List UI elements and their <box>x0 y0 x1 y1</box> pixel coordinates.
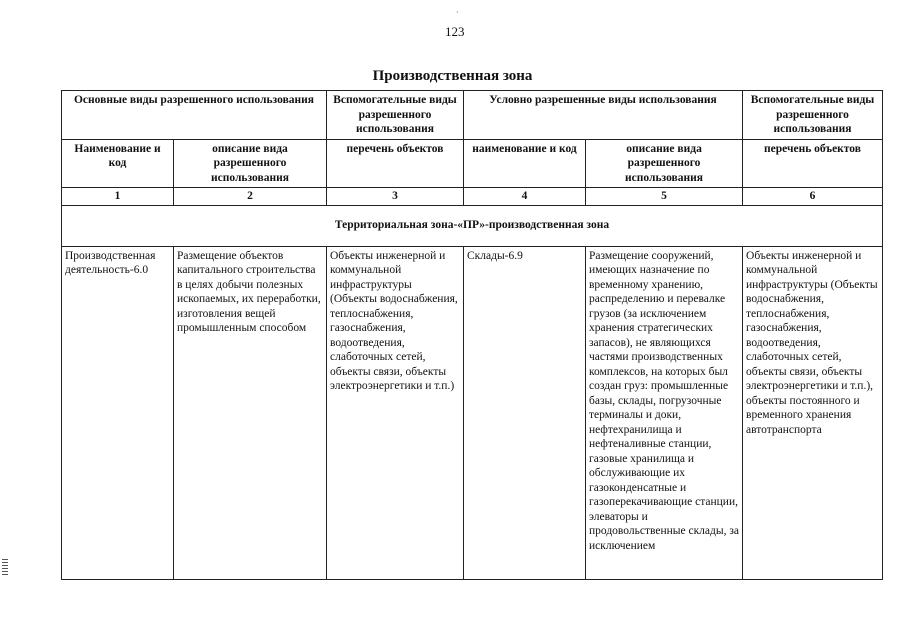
column-number: 6 <box>743 188 883 206</box>
header-auxiliary-types-2: Вспомогательные виды разрешенного использования <box>743 91 883 140</box>
column-number: 5 <box>586 188 743 206</box>
cell-conditional-name: Склады-6.9 <box>464 246 586 579</box>
column-number: 1 <box>62 188 174 206</box>
page-number: 123 <box>445 24 465 39</box>
cell-auxiliary-objects-2: Объекты инженерной и коммунальной инфраструктуры (Объекты водоснабжения, теплоснабжения, газоснабжения, водоотведения, слаботочных сетей, объекты связи, объекты электроэнергетики и т.п.), объекты постоянного и временного хранения автотранспорта <box>743 246 883 579</box>
header-description-1: описание вида разрешенного использования <box>174 139 327 188</box>
scan-edge-mark <box>2 559 8 575</box>
header-name-code-1: Наименование и код <box>62 139 174 188</box>
header-objects-list-2: перечень объектов <box>743 139 883 188</box>
header-objects-list-1: перечень объектов <box>327 139 464 188</box>
cell-auxiliary-objects-1: Объекты инженерной и коммунальной инфраструктуры (Объекты водоснабжения, теплоснабжения, газоснабжения, водоотведения, слаботочных сетей, объекты связи, объекты электроэнергетики и т.п.) <box>327 246 464 579</box>
column-number: 4 <box>464 188 586 206</box>
header-name-code-2: наименование и код <box>464 139 586 188</box>
zoning-table <box>61 90 883 580</box>
column-number-row <box>62 188 883 206</box>
header-auxiliary-types-1: Вспомогательные виды разрешенного использования <box>327 91 464 140</box>
cell-conditional-description: Размещение сооружений, имеющих назначение по временному хранению, распределению и перевалке грузов (за исключением хранения стратегических запасов), не являющихся частями производственных комплексов, на которых был создан груз: промышленные базы, склады, погрузочные терминалы и доки, нефтехранилища и нефтеналивные станции, газовые хранилища и обслуживающие их газоконденсатные и газоперекачивающие станции, элеваторы и продовольственные склады, за исключением <box>586 246 743 579</box>
header-conditional-types: Условно разрешенные виды использования <box>464 91 743 140</box>
header-row-main <box>62 91 883 140</box>
scan-speck: ` <box>456 10 459 20</box>
header-row-sub <box>62 139 883 188</box>
table-row <box>62 246 883 579</box>
page-title: Производственная зона <box>372 68 533 84</box>
zone-label: Территориальная зона-«ПР»-производственная зона <box>62 205 883 246</box>
header-main-types: Основные виды разрешенного использования <box>62 91 327 140</box>
cell-activity-description: Размещение объектов капитального строительства в целях добычи полезных ископаемых, их переработки, изготовления вещей промышленным способом <box>174 246 327 579</box>
header-description-2: описание вида разрешенного использования <box>586 139 743 188</box>
zone-row <box>62 205 883 246</box>
column-number: 3 <box>327 188 464 206</box>
column-number: 2 <box>174 188 327 206</box>
cell-activity-name: Производственная деятельность-6.0 <box>62 246 174 579</box>
